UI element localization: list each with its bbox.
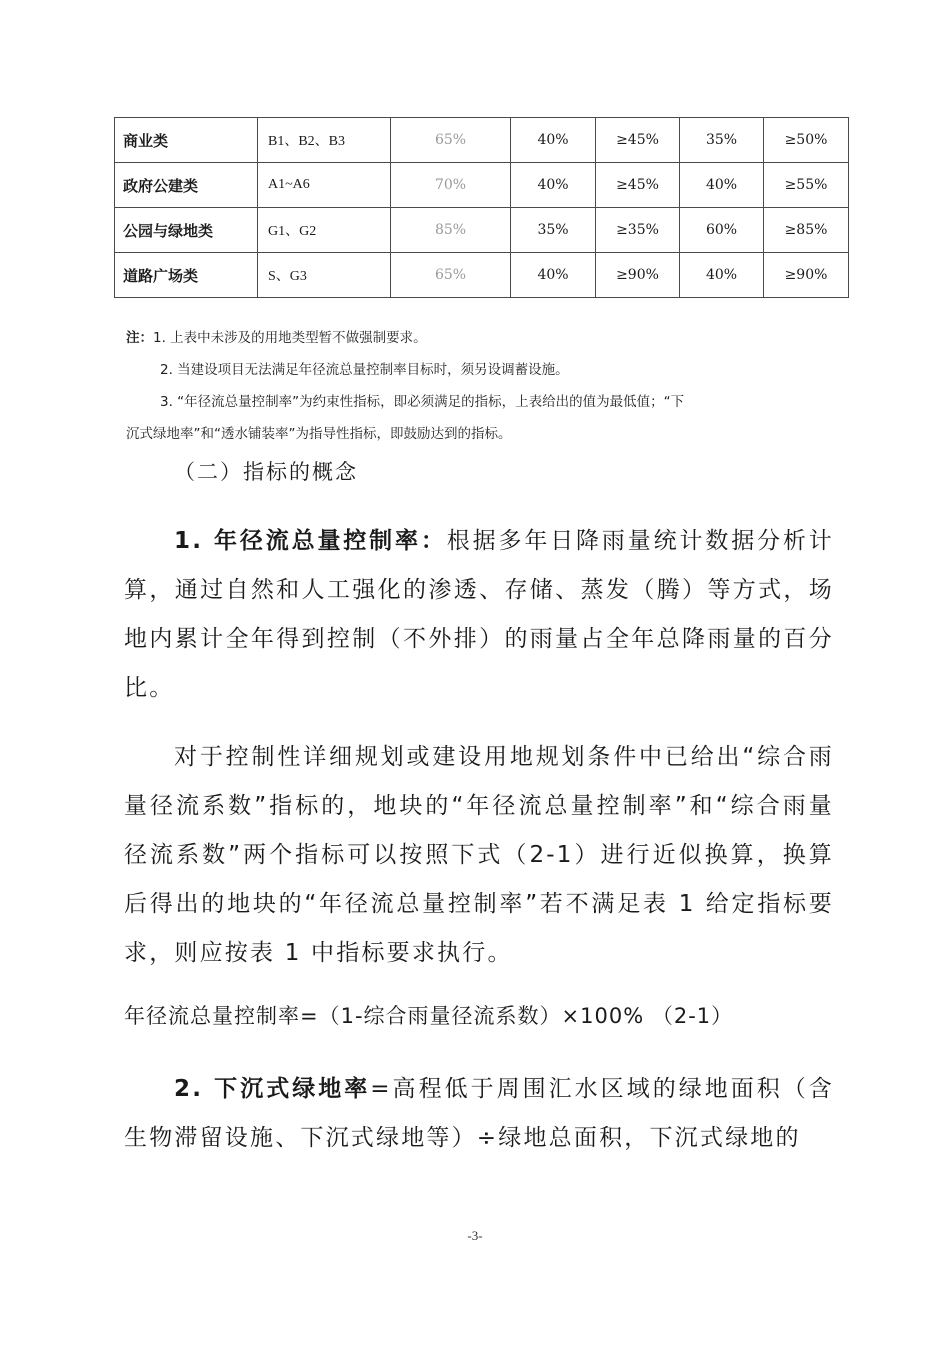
section-heading: （二）指标的概念 [174, 460, 358, 484]
paragraph-conversion: 对于控制性详细规划或建设用地规划条件中已给出“综合雨量径流系数”指标的，地块的“年径流总量控制率”和“综合雨量径流系数”两个指标可以按照下式（2-1）进行近似换算，换算后得出的地块的“年径流总量控制率”若不满足表 1 给定指标要求，则应按表 1 中指标要求执行。 [124, 744, 834, 966]
land-code-cell: B1、B2、B3 [258, 118, 391, 163]
table-row [115, 253, 849, 298]
category-cell: 商业类 [115, 118, 258, 163]
runoff-control-rate-cell: 85% [391, 208, 511, 253]
land-code-cell: G1、G2 [258, 208, 391, 253]
value-cell: 40% [680, 253, 764, 298]
note-2: 2. 当建设项目无法满足年径流总量控制率目标时，须另设调蓄设施。 [160, 362, 569, 378]
table-notes [126, 322, 831, 450]
value-cell: 40% [511, 118, 596, 163]
value-cell: ≥35% [596, 208, 680, 253]
table-row [115, 208, 849, 253]
runoff-control-rate-cell: 70% [391, 163, 511, 208]
note-3: 3. “年径流总量控制率”为约束性指标，即必须满足的指标，上表给出的值为最低值；“下 [160, 394, 685, 410]
paragraph-runoff-control-rate [124, 517, 834, 713]
land-code-cell: A1~A6 [258, 163, 391, 208]
runoff-control-rate-cell: 65% [391, 118, 511, 163]
value-cell: 40% [511, 253, 596, 298]
value-cell: ≥90% [764, 253, 849, 298]
definition-text: 根据多年日降雨量统计数据分析计算，通过自然和人工强化的渗透、存储、蒸发（腾）等方式，场地内累计全年得到控制（不外排）的雨量占全年总降雨量的百分比。 [124, 528, 834, 701]
note-label: 注： [126, 330, 153, 346]
value-cell: 60% [680, 208, 764, 253]
paragraph-sunken-greenland-rate [124, 1065, 834, 1163]
note-3-continued: 沉式绿地率”和“透水铺装率”为指导性指标，即鼓励达到的指标。 [126, 426, 512, 442]
category-cell: 道路广场类 [115, 253, 258, 298]
definition-text: =高程低于周围汇水区域的绿地面积（含生物滞留设施、下沉式绿地等）÷绿地总面积，下沉式绿地的 [124, 1076, 834, 1151]
value-cell: 40% [680, 163, 764, 208]
category-cell: 公园与绿地类 [115, 208, 258, 253]
land-code-cell: S、G3 [258, 253, 391, 298]
value-cell: ≥50% [764, 118, 849, 163]
value-cell: ≥45% [596, 163, 680, 208]
value-cell: 40% [511, 163, 596, 208]
indicator-table [114, 117, 849, 298]
value-cell: 35% [511, 208, 596, 253]
formula-2-1: 年径流总量控制率=（1-综合雨量径流系数）×100% （2-1） [124, 1004, 734, 1028]
table-row [115, 118, 849, 163]
term-label: 1. 年径流总量控制率： [174, 528, 447, 554]
term-label: 2. 下沉式绿地率 [174, 1076, 371, 1102]
category-cell: 政府公建类 [115, 163, 258, 208]
value-cell: ≥90% [596, 253, 680, 298]
value-cell: ≥55% [764, 163, 849, 208]
value-cell: ≥45% [596, 118, 680, 163]
value-cell: ≥85% [764, 208, 849, 253]
table-row [115, 163, 849, 208]
note-1: 注：1. 上表中未涉及的用地类型暂不做强制要求。 [126, 330, 427, 346]
runoff-control-rate-cell: 65% [391, 253, 511, 298]
page-number: -3- [467, 1228, 483, 1243]
value-cell: 35% [680, 118, 764, 163]
